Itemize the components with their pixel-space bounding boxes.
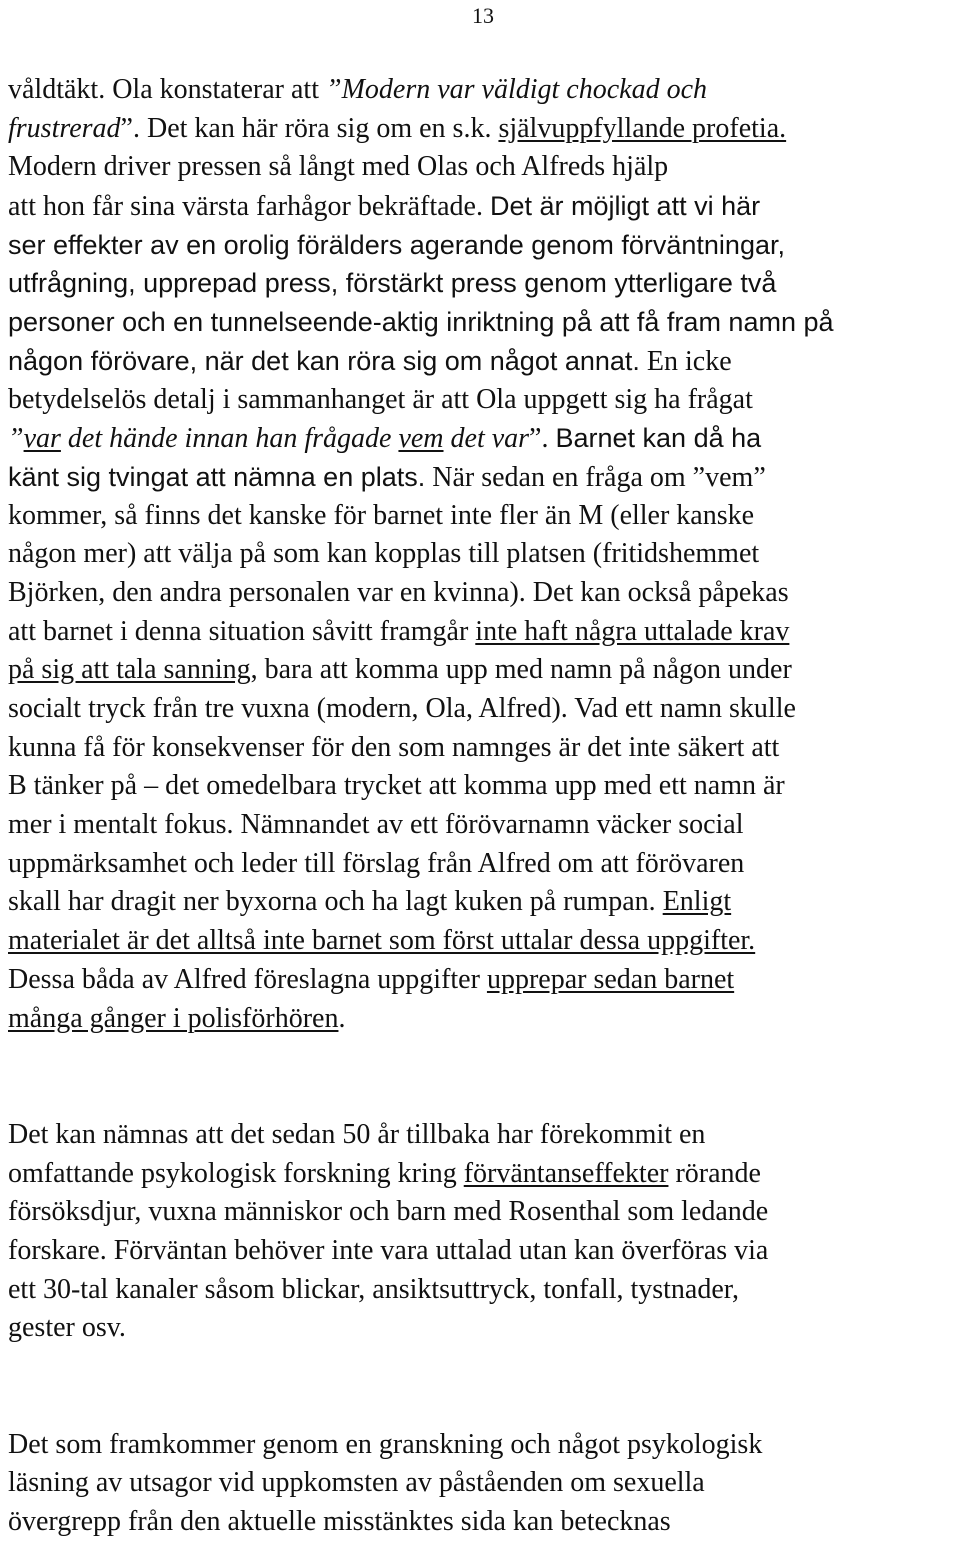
document-body	[8, 71, 960, 1542]
text-run: ”.	[529, 423, 556, 455]
text-run: ett 30-tal kanaler såsom blickar, ansiktsuttryck, tonfall, tystnader,	[8, 1273, 739, 1305]
text-line	[8, 1426, 960, 1465]
text-line	[8, 458, 960, 497]
text-line	[8, 342, 960, 381]
text-line	[8, 690, 960, 729]
text-run: övergrepp från den aktuelle misstänktes sida kan betecknas	[8, 1506, 671, 1538]
text-run: , bara att komma upp med namn på någon under	[250, 654, 792, 686]
text-run: att barnet i denna situation såvitt framgår	[8, 615, 476, 647]
text-line	[8, 264, 960, 303]
text-line	[8, 187, 960, 226]
text-run: B tänker på – det omedelbara trycket att komma upp med ett namn är	[8, 770, 785, 802]
underlined-text: Enligt	[662, 886, 732, 918]
text-line	[8, 574, 960, 613]
text-line	[8, 1116, 960, 1155]
text-line	[8, 1309, 960, 1348]
text-line	[8, 729, 960, 768]
page-number: 13	[472, 3, 494, 28]
text-run: våldtäkt. Ola konstaterar att	[8, 74, 326, 105]
text-line	[8, 381, 960, 420]
text-run: försöksdjur, vuxna människor och barn med Rosenthal som ledande	[8, 1196, 769, 1228]
text-line	[8, 148, 960, 187]
text-run: känt sig tvingat att nämna en plats.	[8, 461, 426, 492]
text-run: Dessa båda av Alfred föreslagna uppgifter	[8, 963, 487, 995]
text-run: att hon får sina värsta farhågor bekräftade.	[8, 191, 490, 223]
text-run: Det kan nämnas att det sedan 50 år tillbaka har förekommit en	[8, 1118, 706, 1150]
text-run: Modern driver pressen så långt med Olas och Alfreds hjälp	[8, 151, 669, 183]
text-run: utfrågning, upprepad press, förstärkt press genom ytterligare två	[8, 268, 777, 299]
text-run: personer och en tunnelseende-aktig inriktning på att få fram namn på	[8, 307, 834, 338]
text-line	[8, 922, 960, 961]
text-line	[8, 303, 960, 342]
text-run: gester osv.	[8, 1312, 126, 1344]
text-line	[8, 845, 960, 884]
italic-text: det hände innan han frågade	[60, 423, 399, 455]
text-line	[8, 1271, 960, 1310]
text-run: kommer, så finns det kanske för barnet inte fler än M (eller kanske	[8, 499, 755, 531]
underlined-text: var	[23, 423, 61, 455]
text-run: kunna få för konsekvenser för den som namnges är det inte säkert att	[8, 731, 780, 763]
text-line	[8, 1193, 960, 1232]
italic-text: frustrerad	[8, 112, 121, 144]
text-line	[8, 419, 960, 458]
text-line	[8, 883, 960, 922]
text-run: uppmärksamhet och leder till förslag från Alfred om att förövaren	[8, 847, 745, 879]
paragraph-1	[8, 71, 960, 1038]
text-run: någon mer) att välja på som kan kopplas till platsen (fritidshemmet	[8, 538, 760, 570]
underlined-text: vem	[398, 423, 444, 455]
text-line	[8, 613, 960, 652]
underlined-text: upprepar sedan barnet	[486, 963, 735, 995]
text-line	[8, 1503, 960, 1542]
italic-text: ”Modern var väldigt chockad och	[326, 74, 708, 105]
italic-text: det var	[443, 423, 530, 455]
text-line	[8, 497, 960, 536]
text-run: socialt tryck från tre vuxna (modern, Ola, Alfred). Vad ett namn skulle	[8, 693, 796, 724]
text-run: rörande	[668, 1157, 761, 1189]
paragraph-gap	[8, 1348, 960, 1426]
text-line	[8, 1232, 960, 1271]
underlined-text: på sig att tala sanning	[8, 654, 251, 686]
italic-text: ”	[8, 423, 24, 455]
text-line	[8, 1000, 960, 1039]
underlined-text: inte haft några uttalade krav	[475, 615, 790, 647]
text-run: När sedan en fråga om ”vem”	[425, 461, 766, 493]
text-run: Det som framkommer genom en granskning och något psykologisk	[8, 1428, 763, 1460]
text-run: forskare. Förväntan behöver inte vara uttalad utan kan överföras via	[8, 1234, 769, 1266]
text-run: Det är möjligt att vi här	[490, 191, 761, 222]
text-run: skall har dragit ner byxorna och ha lagt kuken på rumpan.	[8, 886, 663, 918]
text-line	[8, 110, 960, 149]
text-run: mer i mentalt fokus. Nämnandet av ett förövarnamn väcker social	[8, 809, 744, 841]
text-run: .	[338, 1002, 346, 1034]
text-run: någon förövare, när det kan röra sig om något annat.	[8, 345, 640, 376]
paragraph-2	[8, 1116, 960, 1348]
text-line	[8, 767, 960, 806]
text-line	[8, 1464, 960, 1503]
underlined-text: många gånger i polisförhören	[8, 1002, 339, 1034]
paragraph-gap	[8, 1038, 960, 1116]
underlined-text: materialet är det alltså inte barnet som först uttalar dessa uppgifter.	[8, 925, 756, 957]
text-run: läsning av utsagor vid uppkomsten av påståenden om sexuella	[8, 1467, 705, 1499]
text-line	[8, 71, 960, 110]
text-run: ser effekter av en orolig förälders agerande genom förväntningar,	[8, 229, 785, 260]
text-line	[8, 806, 960, 845]
text-run: omfattande psykologisk forskning kring	[8, 1157, 464, 1189]
text-run: betydelselös detalj i sammanhanget är att Ola uppgett sig ha frågat	[8, 383, 753, 415]
text-run: Björken, den andra personalen var en kvinna). Det kan också påpekas	[8, 576, 789, 608]
text-line	[8, 535, 960, 574]
text-run: Barnet kan då ha	[555, 423, 762, 454]
underlined-text: självuppfyllande profetia.	[498, 112, 787, 144]
text-run: En icke	[639, 345, 732, 377]
text-line	[8, 651, 960, 690]
text-line	[8, 1155, 960, 1194]
text-line	[8, 961, 960, 1000]
paragraph-3	[8, 1426, 960, 1542]
text-line	[8, 226, 960, 265]
text-run: ”. Det kan här röra sig om en s.k.	[120, 112, 499, 144]
underlined-text: förväntanseffekter	[463, 1157, 669, 1189]
